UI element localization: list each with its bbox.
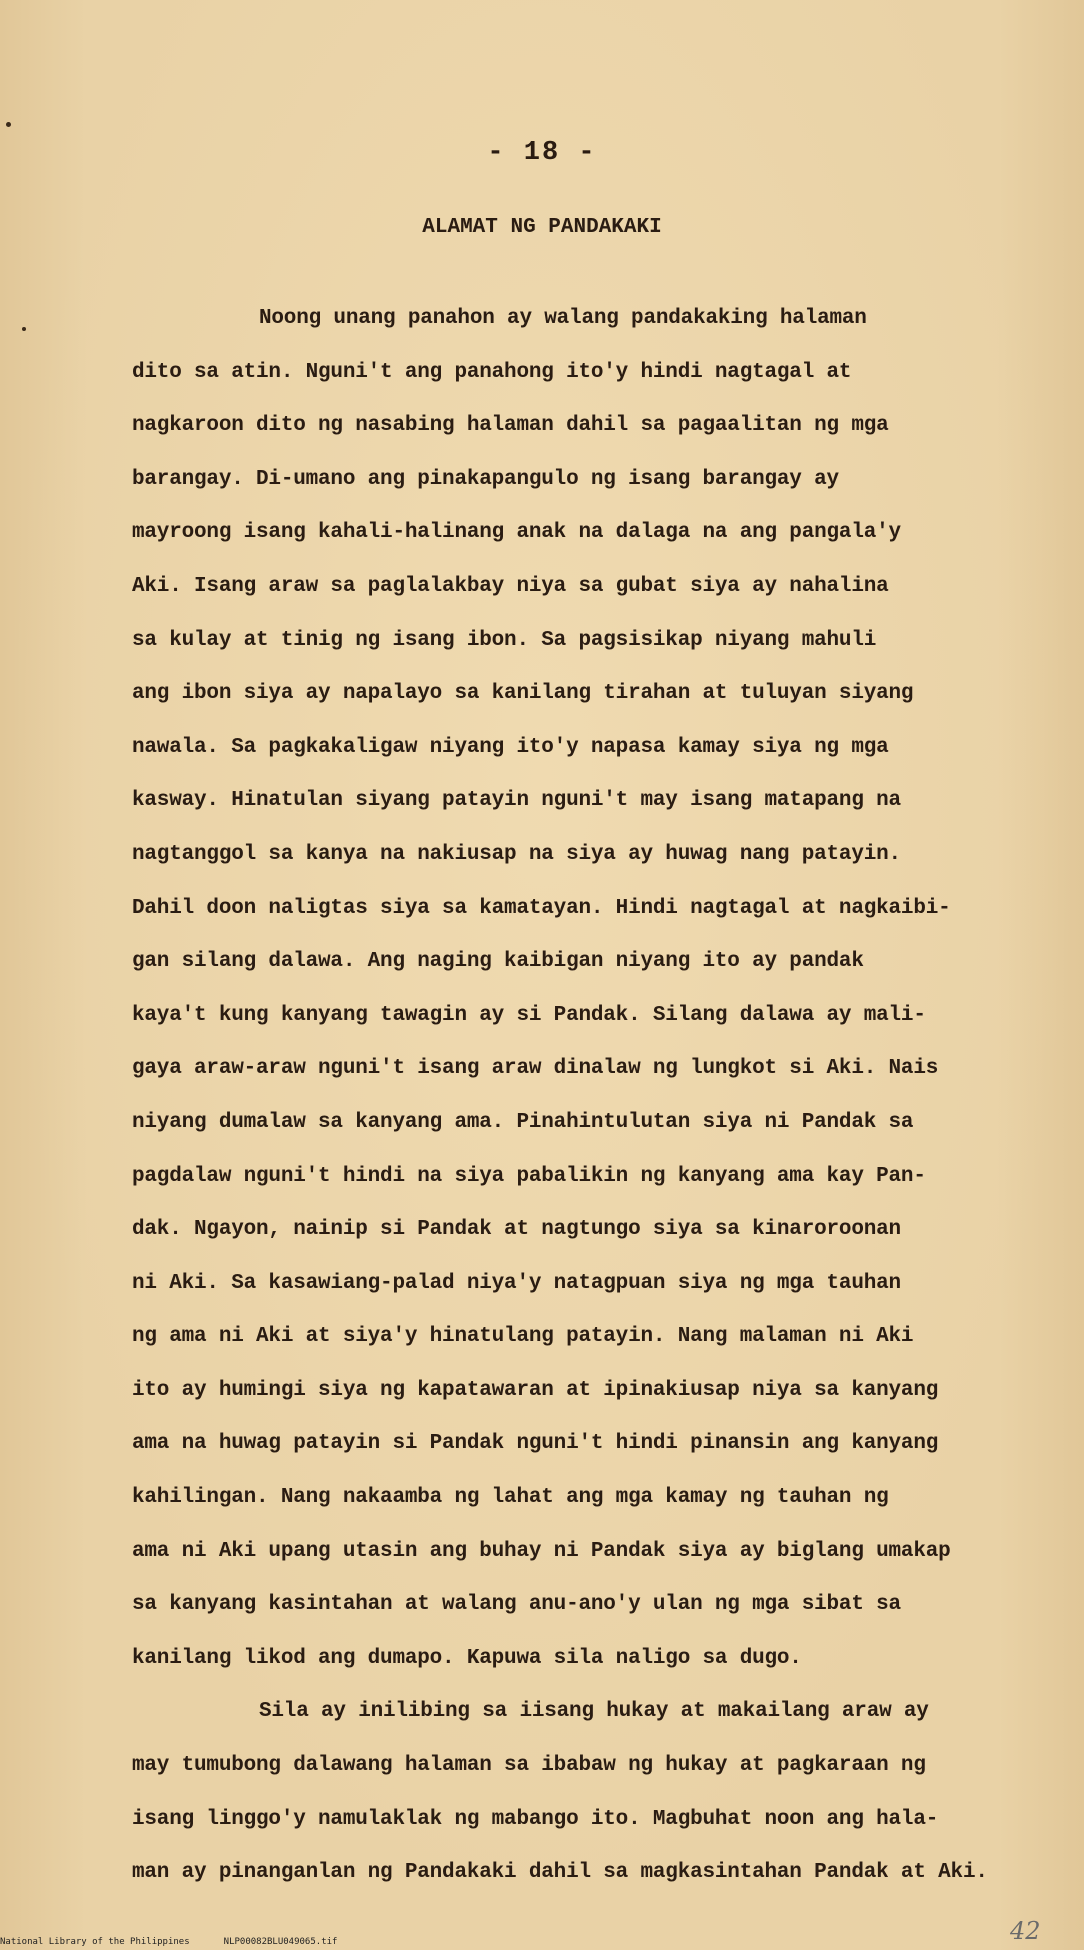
text-line: niyang dumalaw sa kanyang ama. Pinahintulutan siya ni Pandak sa <box>132 1110 914 1134</box>
text-line: nagkaroon dito ng nasabing halaman dahil sa pagaalitan ng mga <box>132 414 889 438</box>
text-line: isang linggo'y namulaklak ng mabango ito. Magbuhat noon ang hala- <box>132 1807 939 1831</box>
text-line: ama ni Aki upang utasin ang buhay ni Pandak siya ay biglang umakap <box>132 1539 951 1563</box>
text-line: ni Aki. Sa kasawiang-palad niya'y natagpuan siya ng mga tauhan <box>132 1271 901 1295</box>
scan-filename: NLP00082BLU049065.tif <box>223 1937 338 1947</box>
handwritten-page-note: 42 <box>1010 1917 1041 1945</box>
text-line: ito ay humingi siya ng kapatawaran at ipinakiusap niya sa kanyang <box>132 1378 939 1402</box>
library-credit: National Library of the Philippines <box>0 1937 190 1947</box>
text-line: may tumubong dalawang halaman sa ibabaw ng hukay at pagkaraan ng <box>132 1754 926 1778</box>
text-line: ang ibon siya ay napalayo sa kanilang tirahan at tuluyan siyang <box>132 682 914 706</box>
text-line: kaya't kung kanyang tawagin ay si Pandak. Silang dalawa ay mali- <box>132 1003 926 1027</box>
text-line: man ay pinanganlan ng Pandakaki dahil sa magkasintahan Pandak at Aki. <box>132 1861 988 1885</box>
text-line: Noong unang panahon ay walang pandakaking halaman <box>259 307 867 330</box>
text-line: sa kulay at tinig ng isang ibon. Sa pagsisikap niyang mahuli <box>132 628 877 652</box>
text-line: gaya araw-araw nguni't isang araw dinalaw ng lungkot si Aki. Nais <box>132 1057 939 1081</box>
text-line: mayroong isang kahali-halinang anak na dalaga na ang pangala'y <box>132 521 901 545</box>
text-line: Aki. Isang araw sa paglalakbay niya sa gubat siya ay nahalina <box>132 574 889 598</box>
text-line: dito sa atin. Nguni't ang panahong ito'y hindi nagtagal at <box>132 360 852 384</box>
text-line: Sila ay inilibing sa iisang hukay at makailang araw ay <box>259 1700 929 1724</box>
text-line: barangay. Di-umano ang pinakapangulo ng isang barangay ay <box>132 467 839 491</box>
ink-speck <box>6 122 11 127</box>
text-line: dak. Ngayon, nainip si Pandak at nagtungo siya sa kinaroroonan <box>132 1218 901 1242</box>
text-line: gan silang dalawa. Ang naging kaibigan niyang ito ay pandak <box>132 950 864 974</box>
text-line: kasway. Hinatulan siyang patayin nguni't may isang matapang na <box>132 789 901 813</box>
text-line: nawala. Sa pagkakaligaw niyang ito'y napasa kamay siya ng mga <box>132 735 889 759</box>
text-line: Dahil doon naligtas siya sa kamatayan. Hindi nagtagal at nagkaibi- <box>132 896 951 920</box>
page-title: ALAMAT NG PANDAKAKI <box>422 216 662 239</box>
page-number: - 18 - <box>487 138 597 168</box>
text-line: sa kanyang kasintahan at walang anu-ano'y ulan ng mga sibat sa <box>132 1593 901 1617</box>
text-line: pagdalaw nguni't hindi na siya pabalikin ng kanyang ama kay Pan- <box>132 1164 926 1188</box>
text-line: ng ama ni Aki at siya'y hinatulang patayin. Nang malaman ni Aki <box>132 1325 914 1349</box>
text-line: nagtanggol sa kanya na nakiusap na siya ay huwag nang patayin. <box>132 842 901 866</box>
text-line: ama na huwag patayin si Pandak nguni't hindi pinansin ang kanyang <box>132 1432 939 1456</box>
story-body <box>132 292 1012 1900</box>
ink-speck <box>22 327 26 331</box>
text-line: kanilang likod ang dumapo. Kapuwa sila naligo sa dugo. <box>132 1646 802 1670</box>
text-line: kahilingan. Nang nakaamba ng lahat ang mga kamay ng tauhan ng <box>132 1486 889 1510</box>
scan-footer <box>0 1937 371 1947</box>
